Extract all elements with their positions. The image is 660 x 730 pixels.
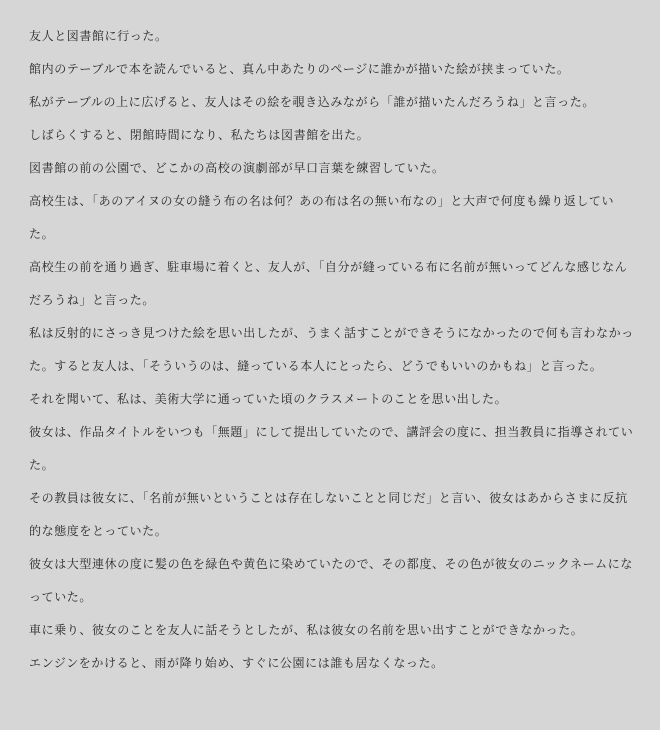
- paragraph: その教員は彼女に、「名前が無いということは存在しないことと同じだ」と言い、彼女はあからさまに反抗的な態度をとっていた。: [29, 491, 628, 538]
- paragraph: 車に乗り、彼女のことを友人に話そうとしたが、私は彼女の名前を思い出すことができなかった。: [29, 623, 584, 637]
- paragraph: 友人と図書館に行った。: [29, 29, 168, 43]
- paragraph: それを聞いて、私は、美術大学に通っていた頃のクラスメートのことを思い出した。: [29, 392, 508, 406]
- paragraph: 私がテーブルの上に広げると、友人はその絵を覗き込みながら「誰が描いたんだろうね」と言った。: [29, 95, 595, 109]
- paragraph: 私は反射的にさっき見つけた絵を思い出したが、うまく話すことができそうになかったので何も言わなかった。すると友人は、「そういうのは、縫っている本人にとったら、どうでもいいのかもね」と言った。: [29, 326, 634, 373]
- paragraph: 彼女は大型連休の度に髪の色を緑色や黄色に染めていたので、その都度、その色が彼女のニックネームになっていた。: [29, 557, 633, 604]
- paragraph: 高校生は、「あのアイヌの女の縫う布の名は何？あの布は名の無い布なの」と大声で何度も繰り返していた。: [29, 194, 615, 241]
- paragraph: 図書館の前の公園で、どこかの高校の演劇部が早口言葉を練習していた。: [29, 161, 445, 175]
- paragraph: エンジンをかけると、雨が降り始め、すぐに公園には誰も居なくなった。: [29, 656, 444, 670]
- paragraph: 館内のテーブルで本を読んでいると、真ん中あたりのページに誰かが描いた絵が挟まっていた。: [29, 62, 570, 76]
- paragraph: 高校生の前を通り過ぎ、駐車場に着くと、友人が、「自分が縫っている布に名前が無いってどんな感じなんだろうね」と言った。: [29, 260, 628, 307]
- paragraph: 彼女は、作品タイトルをいつも「無題」にして提出していたので、講評会の度に、担当教員に指導されていた。: [29, 425, 634, 472]
- paragraph: しばらくすると、閉館時間になり、私たちは図書館を出た。: [29, 128, 370, 142]
